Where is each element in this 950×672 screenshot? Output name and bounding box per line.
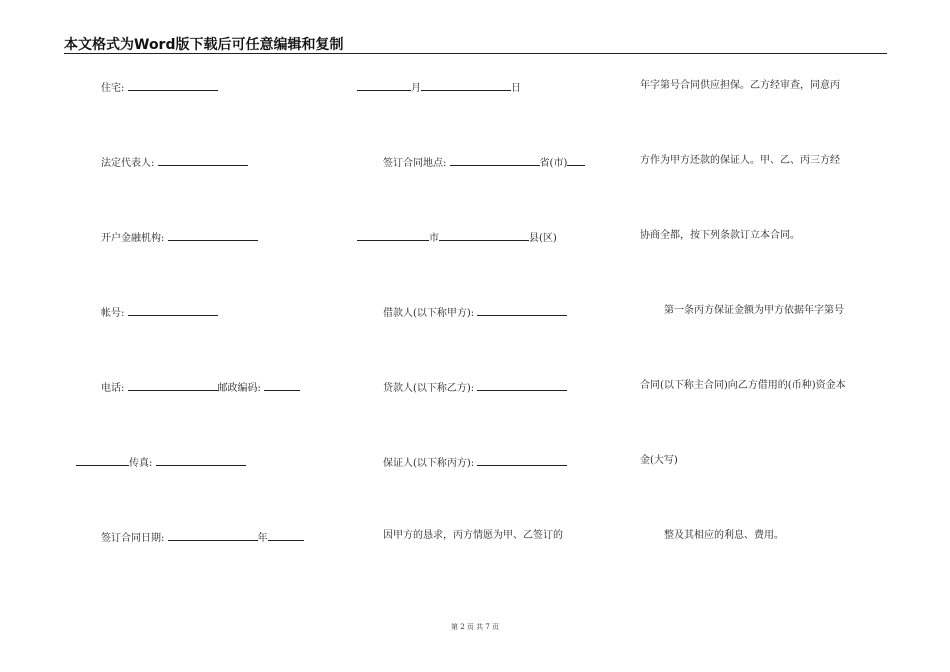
year-label: 年: [257, 533, 268, 544]
sign-place-label: 签订合同地点:: [383, 158, 447, 169]
phone-blank: [128, 379, 218, 391]
right-text-1: 年字第号合同供应担保。乙方经审查，同意丙: [640, 80, 840, 91]
account-line: [101, 304, 218, 321]
bank-line: [101, 229, 258, 246]
right-line-6: [640, 454, 678, 468]
legal-rep-line: [101, 154, 248, 171]
sign-place-blank: [450, 154, 540, 166]
lender-line: [383, 379, 567, 396]
residence-line: [101, 79, 218, 96]
lender-blank: [477, 379, 567, 391]
page-header: [64, 34, 887, 54]
middle-paragraph-text: 因甲方的恳求，丙方情愿为甲、乙签订的: [383, 530, 563, 541]
month-day-line: [357, 79, 521, 96]
right-text-3: 协商全都，按下列条款订立本合同。: [640, 230, 800, 241]
right-text-7: 整及其相应的利息、费用。: [664, 530, 784, 541]
fax-label: 传真:: [129, 458, 153, 469]
county-label: 县(区): [529, 233, 557, 244]
postcode-label: 邮政编码:: [217, 383, 261, 394]
borrower-blank: [477, 304, 567, 316]
page-number: 第 2 页 共 7 页: [450, 623, 500, 631]
sign-date-label: 签订合同日期:: [101, 533, 165, 544]
account-label: 帐号:: [101, 308, 125, 319]
month-label: 月: [411, 83, 421, 94]
right-text-4: 第一条丙方保证金额为甲方依据年字第号: [664, 305, 844, 316]
fax-line: [76, 454, 246, 471]
borrower-label: 借款人(以下称甲方):: [383, 308, 475, 319]
borrower-line: [383, 304, 567, 321]
month-blank: [357, 79, 411, 91]
residence-blank: [128, 79, 218, 91]
legal-rep-blank: [158, 154, 248, 166]
fax-pre-blank: [76, 454, 129, 466]
county-blank: [439, 229, 529, 241]
province-label: 省(市): [539, 158, 568, 169]
year-blank: [268, 529, 304, 541]
right-text-5: 合同(以下称主合同)向乙方借用的(币种)资金本: [640, 380, 846, 391]
middle-paragraph-line: [383, 529, 563, 543]
city-label: 市: [429, 233, 439, 244]
header-title: 本文格式为Word版下载后可任意编辑和复制: [64, 37, 344, 53]
right-line-4: [664, 304, 844, 318]
province-blank: [567, 154, 585, 166]
day-blank: [421, 79, 511, 91]
phone-line: [101, 379, 300, 396]
fax-blank: [156, 454, 246, 466]
bank-blank: [168, 229, 258, 241]
sign-date-line: [101, 529, 304, 546]
sign-date-blank: [168, 529, 258, 541]
bank-label: 开户金融机构:: [101, 233, 165, 244]
residence-label: 住宅:: [101, 83, 125, 94]
city-blank: [357, 229, 429, 241]
lender-label: 贷款人(以下称乙方):: [383, 383, 475, 394]
phone-label: 电话:: [101, 383, 125, 394]
right-line-2: [640, 154, 840, 168]
right-text-2: 方作为甲方还款的保证人。甲、乙、丙三方经: [640, 155, 840, 166]
guarantor-line: [383, 454, 567, 471]
postcode-blank: [264, 379, 300, 391]
right-line-1: [640, 79, 840, 93]
sign-place-line: [383, 154, 585, 171]
right-line-3: [640, 229, 800, 243]
right-line-7: [664, 529, 784, 543]
legal-rep-label: 法定代表人:: [101, 158, 155, 169]
day-label: 日: [511, 83, 521, 94]
guarantor-label: 保证人(以下称丙方):: [383, 458, 475, 469]
account-blank: [128, 304, 218, 316]
right-text-6: 金(大写): [640, 455, 678, 466]
city-county-line: [357, 229, 557, 246]
guarantor-blank: [477, 454, 567, 466]
right-line-5: [640, 379, 846, 393]
